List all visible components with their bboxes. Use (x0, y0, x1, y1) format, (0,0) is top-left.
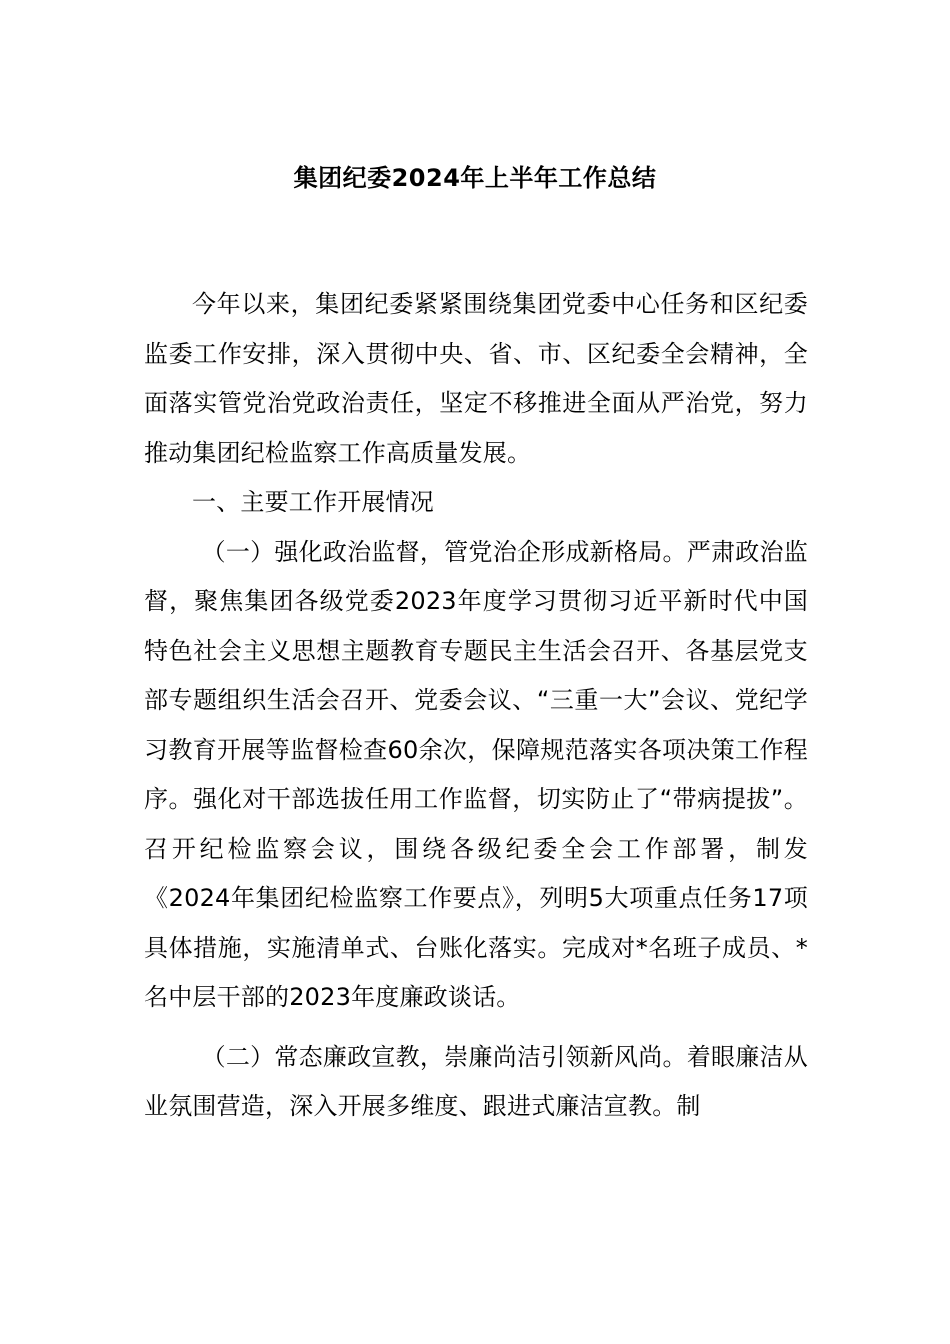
section-heading: 一、主要工作开展情况 (192, 488, 434, 516)
document-body (144, 280, 808, 1132)
document-title: 集团纪委2024年上半年工作总结 (293, 164, 657, 192)
subsection-paragraph-2: （二）常态廉政宣教，崇廉尚洁引领新风尚。着眼廉洁从业氛围营造，深入开展多维度、跟进式廉洁宣教。制 (144, 1042, 808, 1120)
intro-paragraph: 今年以来，集团纪委紧紧围绕集团党委中心任务和区纪委监委工作安排，深入贯彻中央、省、市、区纪委全会精神，全面落实管党治党政治责任，坚定不移推进全面从严治党，努力推动集团纪检监察工作高质量发展。 (144, 290, 808, 467)
subsection-paragraph-1: （一）强化政治监督，管党治企形成新格局。严肃政治监督，聚焦集团各级党委2023年度学习贯彻习近平新时代中国特色社会主义思想主题教育专题民主生活会召开、各基层党支部专题组织生活会召开、党委会议、“三重一大”会议、党纪学习教育开展等监督检查60余次，保障规范落实各项决策工作程序。强化对干部选拔任用工作监督，切实防止了“带病提拔”。召开纪检监察会议，围绕各级纪委全会工作部署，制发《2024年集团纪检监察工作要点》，列明5大项重点任务17项具体措施，实施清单式、台账化落实。完成对*名班子成员、*名中层干部的2023年度廉政谈话。 (144, 537, 808, 1011)
